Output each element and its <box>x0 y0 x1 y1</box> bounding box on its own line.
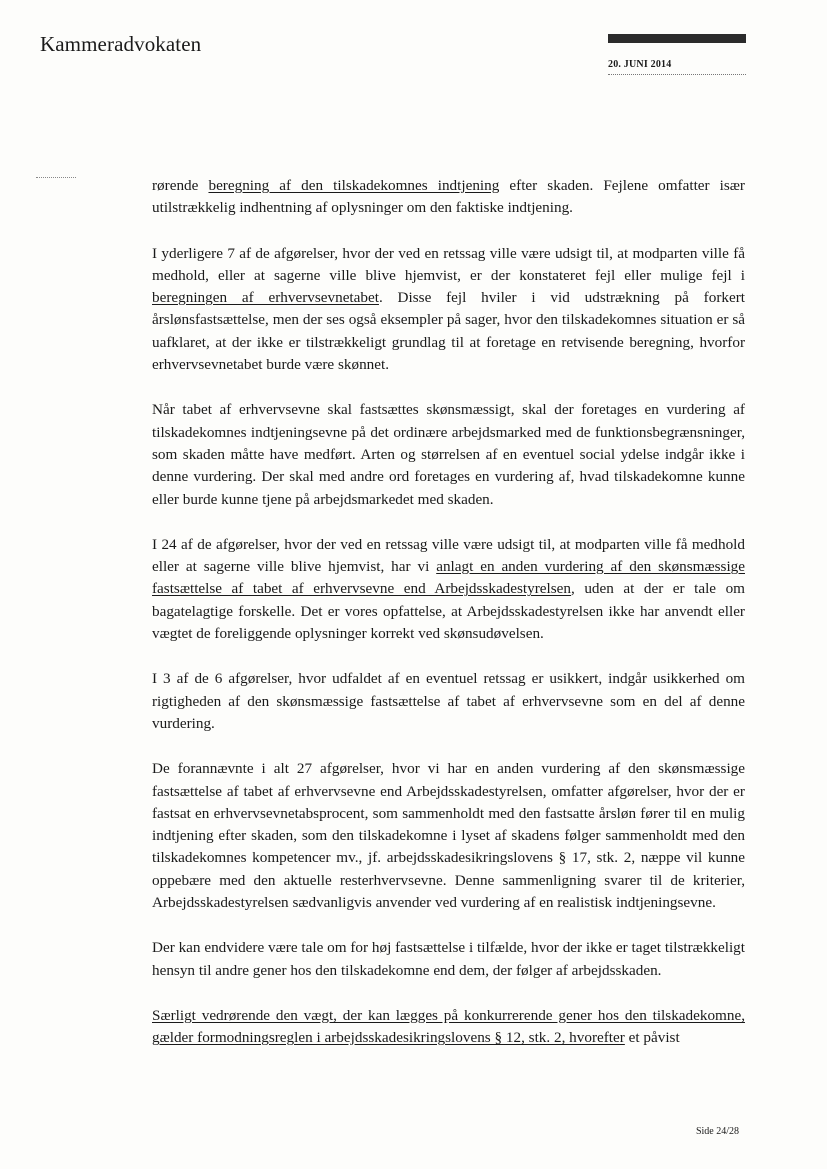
paragraph-text: Der kan endvidere være tale om for høj fastsættelse i tilfælde, hvor der ikke er taget tilstrækkeligt hensyn til andre gener hos den tilskadekomne end dem, der følger af arbejdsskaden. <box>152 939 745 979</box>
paragraph-text: I yderligere 7 af de afgørelser, hvor der ved en retssag ville være udsigt til, at modparten ville få medhold, eller at sagerne ville blive hjemvist, er der konstateret fejl eller mulige fejl i <box>152 244 745 284</box>
document-body <box>152 175 745 1073</box>
header-date-block <box>608 34 746 75</box>
body-paragraph <box>152 668 745 735</box>
paragraph-text: . Disse fejl hviler i vid udstrækning på forkert årslønsfastsættelse, men der ses også eksempler på sager, hvor den tilskadekomnes situation er så uafklaret, at der ikke er tilstrækkeligt grundlag til at foretage en retvisende beregning, hvorfor erhvervsevnetabet burde være skønnet. <box>152 289 745 374</box>
body-paragraph <box>152 175 745 220</box>
organization-name: Kammeradvokaten <box>40 32 202 56</box>
underlined-text: beregningen af erhvervsevnetabet <box>152 289 379 307</box>
paragraph-text: I 3 af de 6 afgørelser, hvor udfaldet af en eventuel retssag er usikkert, indgår usikkerhed om rigtigheden af den skønsmæssige fastsættelse af tabet af erhvervsevne som en del af denne vurdering. <box>152 670 745 732</box>
paragraph-text: De forannævnte i alt 27 afgørelser, hvor vi har en anden vurdering af den skønsmæssige fastsættelse af tabet af erhvervsevne end Arbejdsskadestyrelsen, omfatter afgørelser, hvor der er fastsat en erhvervsevnetabsprocent, som sammenholdt med den fastsatte årsløn fører til en mulig indtjening efter skaden, som den tilskadekomne i lyset af skadens følger sammenholdt med den tilskadekomnes kompetencer mv., jf. arbejdsskadesikringslovens § 17, stk. 2, næppe vil kunne oppebære med den aktuelle resterhvervsevne. Denne sammenligning svarer til de kriterier, Arbejdsskadestyrelsen sædvanligvis anvender ved vurdering af en realistisk indtjeningsevne. <box>152 760 745 912</box>
header-rule <box>608 74 746 75</box>
underlined-text: beregning af den tilskadekomnes indtjening <box>208 177 500 194</box>
body-paragraph <box>152 534 745 645</box>
paragraph-text: et påvist <box>624 1029 680 1047</box>
underlined-text: anlagt en anden vurdering af den skønsmæssige fastsættelse af tabet af erhvervsevne end Arbejdsskadestyrelsen <box>152 558 745 598</box>
margin-mark <box>36 177 76 178</box>
header-bar <box>608 34 746 43</box>
body-paragraph <box>152 399 745 510</box>
body-paragraph <box>152 758 745 914</box>
body-paragraph <box>152 1005 745 1050</box>
body-paragraph <box>152 243 745 377</box>
paragraph-text: rørende <box>152 177 209 194</box>
paragraph-text: efter skaden. Fejlene omfatter især utilstrækkelig indhentning af oplysninger om den faktiske indtjening. <box>152 177 745 217</box>
paragraph-text: , uden at der er tale om bagatelagtige forskelle. Det er vores opfattelse, at Arbejdsskadestyrelsen ikke har anvendt eller vægtet de foreliggende oplysninger korrekt ved skønsudøvelsen. <box>152 580 745 643</box>
document-date: 20. JUNI 2014 <box>608 59 672 70</box>
page-number: Side 24/28 <box>695 1126 739 1137</box>
body-paragraph <box>152 937 745 982</box>
underlined-text: Særligt vedrørende den vægt, der kan lægges på konkurrerende gener hos den tilskadekomne, gælder formodningsreglen i arbejdsskadesikringslovens § 12, stk. 2, hvorefter <box>152 1006 745 1047</box>
paragraph-text: Når tabet af erhvervsevne skal fastsættes skønsmæssigt, skal der foretages en vurdering af tilskadekomnes indtjeningsevne på det ordinære arbejdsmarked med de funktionsbegrænsninger, som skaden måtte have medført. Arten og størrelsen af en eventuel social ydelse indgår ikke i denne vurdering. Der skal med andre ord foretages en vurdering af, hvad tilskadekomne kunne eller burde kunne tjene på arbejdsmarkedet med skaden. <box>152 401 745 508</box>
paragraph-text: I 24 af de afgørelser, hvor der ved en retssag ville være udsigt til, at modparten ville få medhold eller at sagerne ville blive hjemvist, har vi <box>152 535 745 576</box>
